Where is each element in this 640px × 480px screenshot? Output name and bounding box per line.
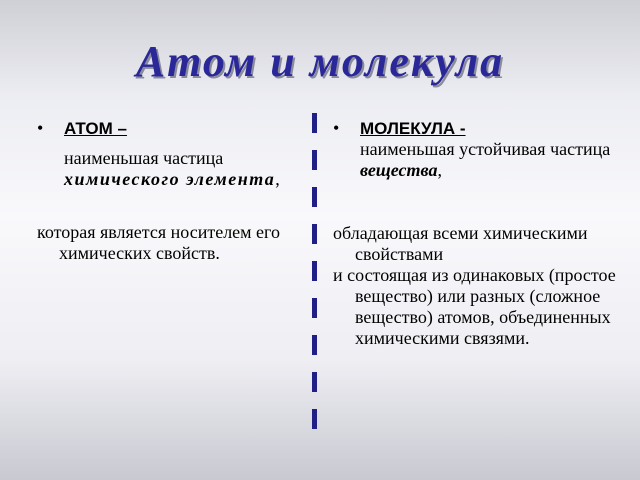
divider-segment — [312, 372, 317, 392]
divider-segment — [312, 113, 317, 133]
molecule-line-3: и состоящая из одинаковых (простое вещество) или разных (сложное вещество) атомов, объединенных химическими связями. — [333, 265, 616, 348]
molecule-line-1: наименьшая устойчивая частица — [360, 139, 611, 159]
atom-heading: АТОМ – — [64, 119, 127, 138]
divider-segment — [312, 261, 317, 281]
molecule-emphasis: вещества — [360, 160, 438, 180]
molecule-comma: , — [437, 160, 442, 180]
divider-segment — [312, 409, 317, 429]
molecule-bullet-item — [333, 118, 623, 181]
atom-emphasis: химического элемента — [64, 169, 276, 189]
divider-segment — [312, 187, 317, 207]
slide-title: Атом и молекула — [135, 37, 505, 86]
atom-line-2: которая является носителем его химических свойств. — [37, 222, 280, 263]
molecule-heading: МОЛЕКУЛА - — [360, 119, 466, 138]
atom-comma: , — [275, 169, 280, 189]
molecule-definition — [333, 118, 623, 349]
atom-definition-text — [37, 148, 307, 190]
atom-bullet-item — [37, 118, 307, 139]
divider-segment — [312, 335, 317, 355]
divider-segment — [312, 224, 317, 244]
molecule-line-2: обладающая всеми химическими свойствами — [333, 223, 588, 264]
atom-definition — [37, 118, 307, 264]
atom-line-1: наименьшая частица — [64, 148, 224, 168]
divider-segment — [312, 150, 317, 170]
bullet-icon: • — [333, 118, 340, 138]
bullet-icon: • — [37, 118, 44, 138]
divider-segment — [312, 298, 317, 318]
